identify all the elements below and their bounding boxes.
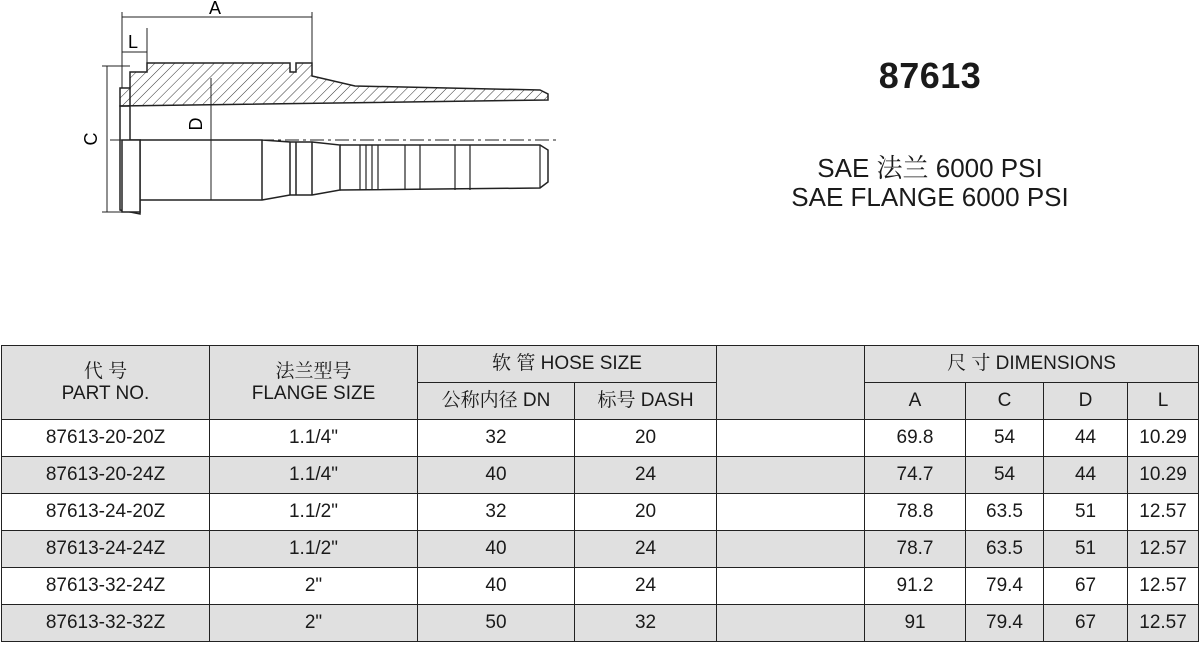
cell-flange: 2" [210,605,418,642]
cell-c: 54 [966,420,1044,457]
title-block [680,55,1180,97]
cell-l: 12.57 [1128,605,1199,642]
cell-dn: 32 [418,420,575,457]
cell-a: 78.7 [865,531,966,568]
cell-c: 63.5 [966,531,1044,568]
cell-d: 44 [1044,457,1128,494]
cell-l: 10.29 [1128,457,1199,494]
wall-section-hatch [120,63,548,106]
cell-dash: 20 [575,420,717,457]
subtitle-english: SAE FLANGE 6000 PSI [791,182,1069,212]
table-row [2,494,1199,531]
spec-table [1,345,1199,642]
cell-l: 10.29 [1128,420,1199,457]
cell-blank [717,457,865,494]
barb-tail-outline [340,145,548,190]
cell-blank [717,605,865,642]
header-part-no: 代 号 PART NO. [2,346,210,420]
barb-rings [360,145,540,190]
cell-a: 69.8 [865,420,966,457]
body-lower-outline [140,140,340,200]
table-row [2,568,1199,605]
cell-a: 74.7 [865,457,966,494]
cell-d: 44 [1044,420,1128,457]
header-a: A [865,383,966,420]
cell-l: 12.57 [1128,531,1199,568]
cell-part: 87613-24-20Z [2,494,210,531]
dim-l-label: L [127,32,139,52]
cell-a: 91.2 [865,568,966,605]
table-row [2,457,1199,494]
cell-c: 63.5 [966,494,1044,531]
cell-dn: 50 [418,605,575,642]
cell-flange: 2" [210,568,418,605]
cell-dash: 24 [575,568,717,605]
cell-c: 54 [966,457,1044,494]
cell-flange: 1.1/2" [210,531,418,568]
subtitle-chinese: SAE 法兰 6000 PSI [817,153,1043,183]
header-dash: 标号 DASH [575,383,717,420]
table-row [2,605,1199,642]
cell-c: 79.4 [966,605,1044,642]
cell-flange: 1.1/2" [210,494,418,531]
cell-d: 67 [1044,605,1128,642]
header-dn: 公称内径 DN [418,383,575,420]
part-number-title: 87613 [878,55,982,96]
table-row [2,531,1199,568]
cell-blank [717,494,865,531]
header-hose-size: 软 管 HOSE SIZE [418,346,717,383]
cell-flange: 1.1/4" [210,457,418,494]
cell-part: 87613-20-20Z [2,420,210,457]
cell-d: 51 [1044,494,1128,531]
cell-part: 87613-24-24Z [2,531,210,568]
cell-blank [717,420,865,457]
cell-part: 87613-20-24Z [2,457,210,494]
header-dimensions: 尺 寸 DIMENSIONS [865,346,1199,383]
cell-flange: 1.1/4" [210,420,418,457]
cell-dn: 40 [418,568,575,605]
cell-dn: 40 [418,531,575,568]
cell-blank [717,531,865,568]
cell-a: 91 [865,605,966,642]
cell-d: 51 [1044,531,1128,568]
cell-part: 87613-32-32Z [2,605,210,642]
cell-c: 79.4 [966,568,1044,605]
cell-dn: 40 [418,457,575,494]
cell-l: 12.57 [1128,494,1199,531]
cell-dash: 24 [575,531,717,568]
cell-dash: 32 [575,605,717,642]
table-row [2,420,1199,457]
header-c: C [966,383,1044,420]
dim-a-label: A [208,0,222,18]
cell-l: 12.57 [1128,568,1199,605]
dim-c-label: C [81,132,101,146]
cell-dash: 20 [575,494,717,531]
cell-dn: 32 [418,494,575,531]
cell-a: 78.8 [865,494,966,531]
cell-blank [717,568,865,605]
dim-d-label: D [186,117,206,131]
header-d: D [1044,383,1128,420]
fitting-drawing [0,0,600,240]
header-flange-size: 法兰型号 FLANGE SIZE [210,346,418,420]
header-blank [717,346,865,420]
cell-part: 87613-32-24Z [2,568,210,605]
flange-body [122,140,140,212]
header-l: L [1128,383,1199,420]
cell-d: 67 [1044,568,1128,605]
cell-dash: 24 [575,457,717,494]
